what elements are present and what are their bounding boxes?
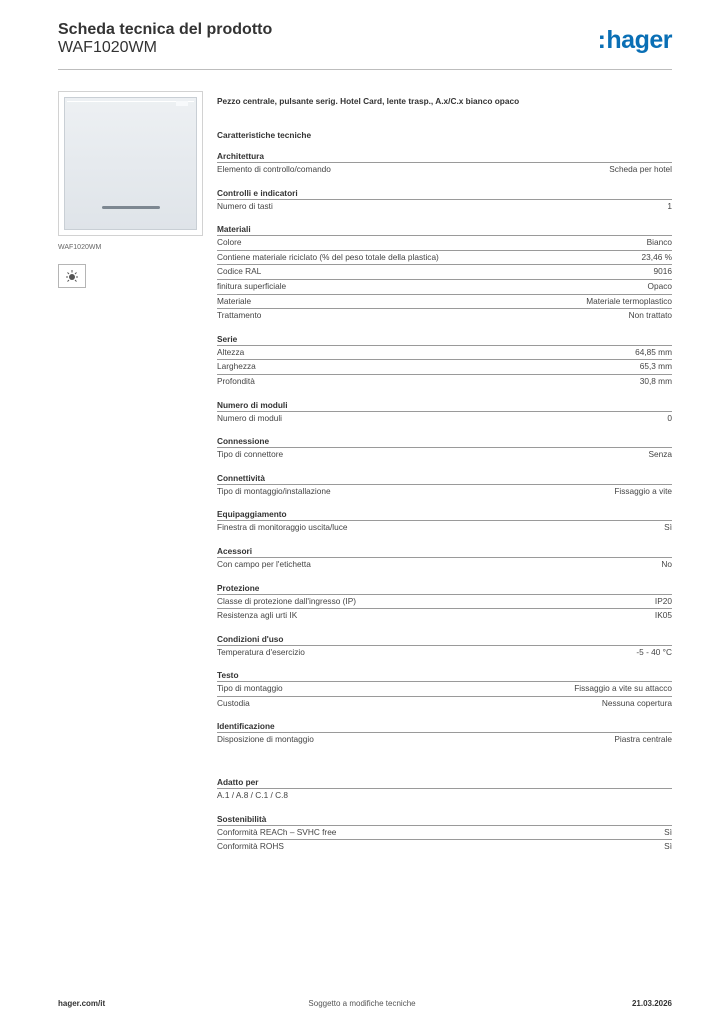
spec-label: finitura superficiale	[217, 280, 287, 291]
spec-row	[217, 732, 672, 747]
spec-row	[217, 557, 672, 572]
spec-row	[217, 162, 672, 177]
spec-value: Piastra centrale	[614, 734, 672, 745]
spec-value: Sì	[664, 826, 672, 837]
spec-label: Disposizione di montaggio	[217, 734, 314, 745]
spec-value: Senza	[648, 449, 672, 460]
spec-value: Fissaggio a vite su attacco	[574, 683, 672, 694]
spec-label: Custodia	[217, 697, 250, 708]
section-title: Connettività	[217, 472, 265, 483]
suitable-for-value: A.1 / A.8 / C.1 / C.8	[217, 790, 289, 801]
spec-row	[217, 359, 672, 374]
section-title: Serie	[217, 333, 238, 344]
spec-row	[217, 279, 672, 294]
spec-value: -5 - 40 °C	[636, 646, 672, 657]
product-code: WAF1020WM	[58, 39, 157, 56]
spec-value: Fissaggio a vite	[614, 485, 672, 496]
section-title: Equipaggiamento	[217, 509, 287, 520]
spec-row	[217, 839, 672, 854]
spec-label: Colore	[217, 237, 242, 248]
spec-value: 65,3 mm	[639, 361, 672, 372]
spec-value: Materiale termoplastico	[586, 295, 672, 306]
spec-value: Bianco	[646, 237, 672, 248]
section-title: Identificazione	[217, 721, 275, 732]
spec-row	[217, 696, 672, 711]
spec-label: Elemento di controllo/comando	[217, 164, 331, 174]
spec-label: Numero di tasti	[217, 200, 273, 211]
section-title: Condizioni d'uso	[217, 633, 284, 644]
spec-value: Nessuna copertura	[601, 697, 672, 708]
section-title: Materiali	[217, 224, 251, 235]
hager-logo[interactable]: :hager	[597, 26, 672, 54]
spec-label: Classe di protezione dall'ingresso (IP)	[217, 595, 357, 606]
spec-row	[217, 250, 672, 265]
section-title: Acessori	[217, 545, 253, 556]
spec-label: Materiale	[217, 295, 252, 306]
spec-value: Sì	[664, 522, 672, 533]
spec-content	[217, 96, 672, 854]
spec-sections	[217, 151, 672, 747]
spec-row	[217, 825, 672, 840]
product-description: Pezzo centrale, pulsante serig. Hotel Card, lente trasp., A.x/C.x bianco opaco	[217, 96, 520, 106]
footer-website-link[interactable]: hager.com/it	[58, 999, 106, 1008]
spec-label: Profondità	[217, 375, 255, 386]
sustainability-rows	[217, 825, 672, 854]
header-divider	[58, 69, 672, 70]
spec-label: Finestra di monitoraggio uscita/luce	[217, 522, 348, 533]
spec-label: Conformità REACh – SVHC free	[217, 826, 337, 837]
section-title: Numero di moduli	[217, 399, 288, 410]
spec-value: Sì	[664, 841, 672, 852]
spec-label: Conformità ROHS	[217, 841, 284, 852]
footer-note: Soggetto a modifiche tecniche	[308, 999, 416, 1008]
spec-label: Altezza	[217, 346, 245, 357]
spec-value: Scheda per hotel	[609, 164, 672, 174]
section-title: Sostenibilità	[217, 813, 267, 824]
spec-label: Numero di moduli	[217, 412, 283, 423]
section-title: Protezione	[217, 582, 260, 593]
spec-row	[217, 608, 672, 623]
spec-label: Tipo di montaggio/installazione	[217, 485, 331, 496]
section-title: Connessione	[217, 436, 270, 447]
spec-label: Temperatura d'esercizio	[217, 646, 305, 657]
product-plate	[64, 97, 197, 230]
spec-label: Codice RAL	[217, 266, 262, 277]
spec-row	[217, 447, 672, 462]
spec-row	[217, 345, 672, 360]
spec-label: Tipo di connettore	[217, 449, 284, 460]
image-caption: WAF1020WM	[58, 244, 102, 251]
spec-row	[217, 308, 672, 323]
technical-heading: Caratteristiche tecniche	[217, 130, 312, 140]
spec-row	[217, 411, 672, 426]
section-title: Controlli e indicatori	[217, 187, 298, 198]
section-title: Adatto per	[217, 777, 259, 788]
spec-label: Con campo per l'etichetta	[217, 558, 311, 569]
spec-label: Larghezza	[217, 361, 256, 372]
spec-row	[217, 235, 672, 250]
light-bulb-icon	[58, 264, 86, 288]
product-image	[58, 91, 203, 236]
spec-value: 1	[667, 200, 672, 211]
spec-label: Resistenza agli urti IK	[217, 610, 298, 621]
spec-label: Tipo di montaggio	[217, 683, 283, 694]
spec-row	[217, 788, 672, 803]
logo-text: hager	[606, 26, 672, 54]
spec-label: Contiene materiale riciclato (% del peso totale della plastica)	[217, 251, 439, 262]
spec-row	[217, 645, 672, 660]
spec-value: 9016	[653, 266, 672, 277]
spec-value: No	[661, 558, 672, 569]
spec-value: 30,8 mm	[639, 375, 672, 386]
spec-row	[217, 681, 672, 696]
spec-value: Opaco	[647, 280, 672, 291]
spec-value: IK05	[654, 610, 672, 621]
spec-value: 23,46 %	[641, 251, 672, 262]
page-title: Scheda tecnica del prodotto	[58, 21, 273, 38]
section-title: Architettura	[217, 151, 265, 161]
spec-value: 64,85 mm	[635, 346, 672, 357]
spec-row	[217, 264, 672, 279]
card-slot	[102, 206, 160, 209]
spec-value: IP20	[654, 595, 672, 606]
spec-value: 0	[667, 412, 672, 423]
section-title: Testo	[217, 670, 239, 681]
footer-date: 21.03.2026	[631, 999, 672, 1008]
spec-row	[217, 199, 672, 214]
spec-row	[217, 374, 672, 389]
spec-value: Non trattato	[628, 310, 672, 321]
spec-label: Trattamento	[217, 310, 262, 321]
spec-row	[217, 520, 672, 535]
spec-row	[217, 294, 672, 309]
spec-row	[217, 594, 672, 609]
spec-row	[217, 484, 672, 499]
